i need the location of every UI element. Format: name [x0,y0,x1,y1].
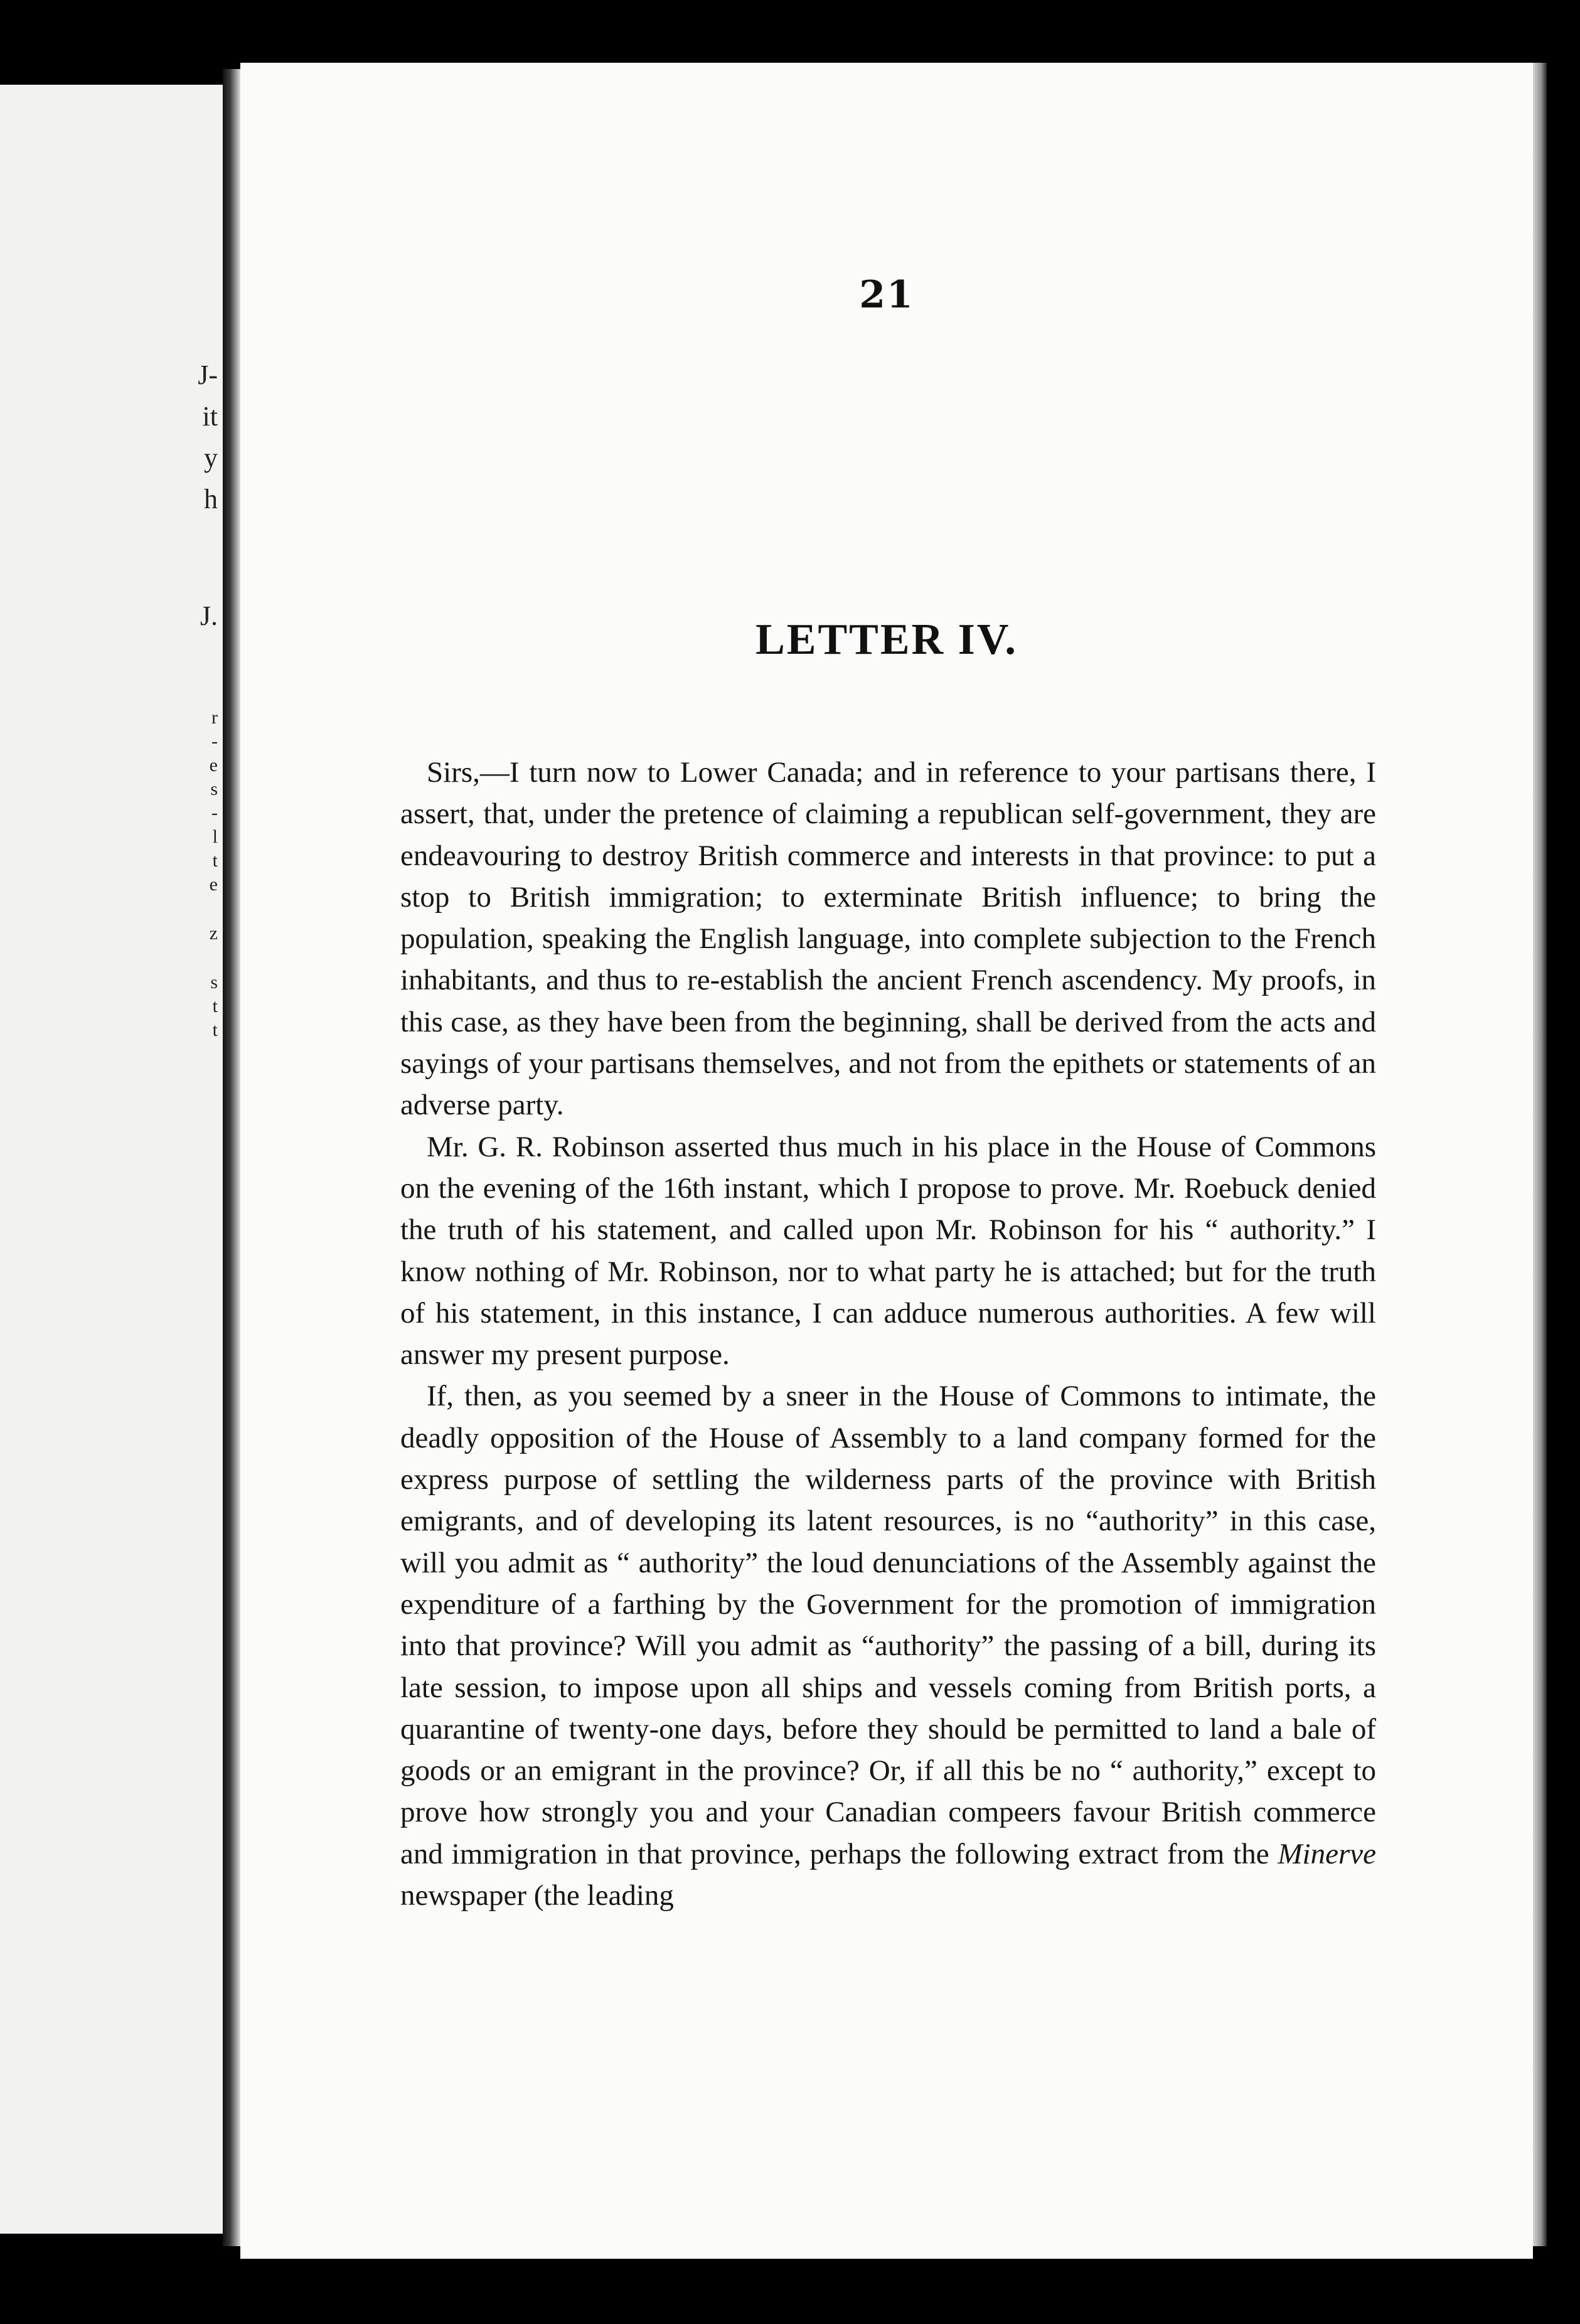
fragment: it [202,401,218,432]
newspaper-title: Minerve [1278,1837,1376,1870]
facing-page-text-fragments [180,354,218,1042]
letter-heading: LETTER IV. [755,616,1018,664]
paragraph: If, then, as you seemed by a sneer in the House of Commons to intimate, the deadly opposition of the House of Assembly to a land company formed for the express purpose of settling the wilderness parts of the province with British emigrants, and of developing its latent resources, is no “authority” in this case, will you admit as “ authority” the loud denunciations of the Assembly against the expenditure of a farthing by the Government for the promotion of immigration into that province? Will you admit as “authority” the passing of a bill, during its late session, to impose upon all ships and vessels coming from British ports, a quarantine of twenty-one days, before they should be permitted to land a bale of goods or an emigrant in the province? Or, if all this be no “ authority,” except to prove how strongly you and your Canadian compeers favour British commerce and immigration in that province, perhaps the following extract from the Minerve newspaper (the leading [400,1380,1376,1912]
page-edge-shadow [1533,63,1547,2246]
fragment: - [211,802,218,823]
letter-body [400,752,1376,1916]
fragment: z [209,923,218,944]
fragment: y [204,442,218,473]
fragment: r [211,707,218,728]
book-gutter [223,69,240,2246]
fragment: J- [198,360,218,390]
fragment: e [209,755,218,776]
fragment: J. [200,600,218,631]
paragraph: Mr. G. R. Robinson asserted thus much in his place in the House of Commons on the evening of the 16th instant, which I propose to prove. Mr. Roebuck denied the truth of his statement, and called upon Mr. Robinson for his “ authority.” I know nothing of Mr. Robinson, nor to what party he is attached; but for the truth of his statement, in this instance, I can adduce numerous authorities. A few will answer my present purpose. [400,1130,1376,1372]
fragment: t [212,1020,218,1040]
paragraph: Sirs,—I turn now to Lower Canada; and in reference to your partisans there, I assert, that, under the pretence of claiming a republican self-government, they are endeavouring to destroy British commerce and interests in that province: to put a stop to British immigration; to exterminate British influence; to bring the population, speaking the English language, into complete subjection to the French inhabitants, and thus to re-establish the ancient French ascendency. My proofs, in this case, as they have been from the beginning, shall be derived from the acts and sayings of your partisans themselves, and not from the epithets or statements of an adverse party. [400,756,1376,1122]
fragment: h [204,484,218,514]
fragment: e [209,874,218,895]
facing-page [0,85,229,2234]
fragment: s [210,779,218,799]
fragment: t [212,850,218,871]
fragment: - [211,731,218,752]
page-number: 21 [859,273,914,317]
fragment: l [212,826,218,847]
fragment: s [210,972,218,993]
fragment: t [212,996,218,1016]
book-page [240,63,1533,2259]
